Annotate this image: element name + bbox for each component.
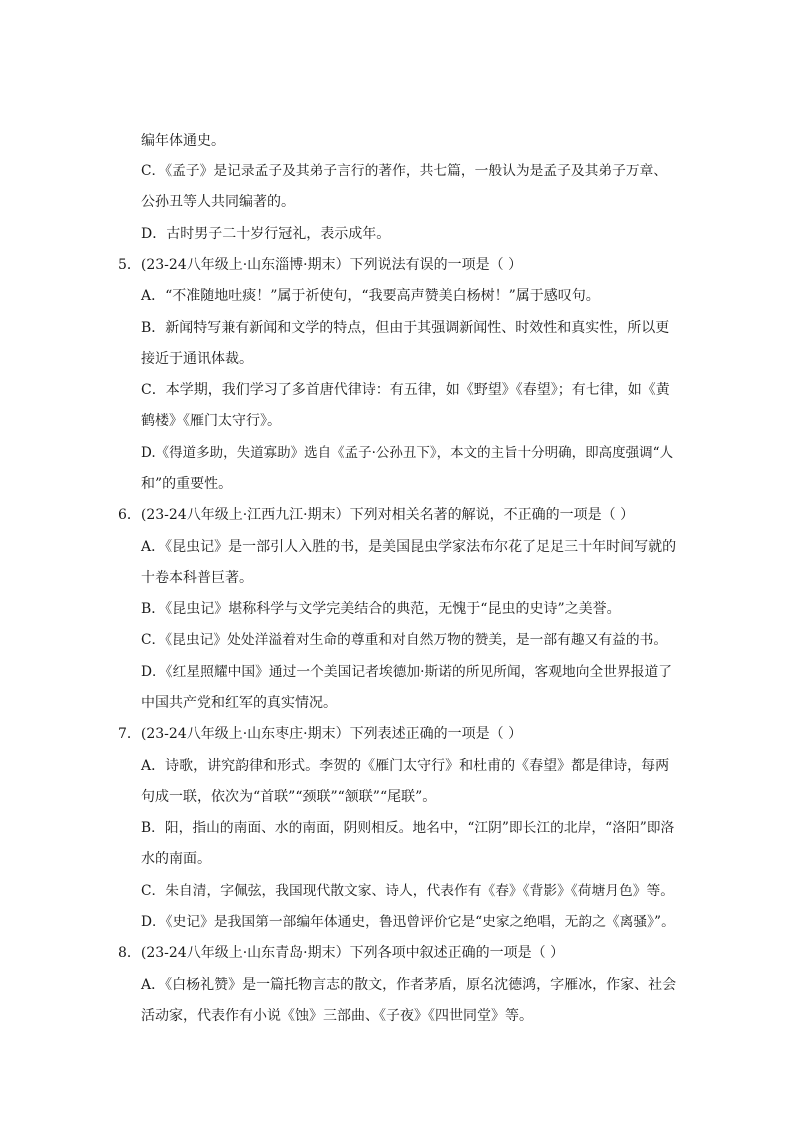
text-line: D．《红星照耀中国》通过一个美国记者埃德加·斯诺的所见所闻，客观地向全世界报道了 [141,664,673,680]
text-line: 水的南面。 [141,851,211,867]
text-line: 和”的重要性。 [141,476,233,492]
text-line: C．朱自清，字佩弦，我国现代散文家、诗人，代表作有《春》《背影》《荷塘月色》等。 [141,883,675,899]
text-line: C．本学期，我们学习了多首唐代律诗：有五律，如《野望》《春望》；有七律，如《黄 [141,382,670,398]
question-7-stem: 7．(23-24八年级上·山东枣庄·期末）下列表述正确的一项是（ ） [118,726,523,742]
text-line: D.《得道多助，失道寡助》选自《孟子·公孙丑下》，本文的主旨十分明确，即高度强调“人 [141,445,674,461]
text-line: A．《昆虫记》是一部引人入胜的书，是美国昆虫学家法布尔花了足足三十年时间写就的 [141,539,677,555]
text-line: C．《昆虫记》处处洋溢着对生命的尊重和对自然万物的赞美，是一部有趣又有益的书。 [141,632,668,648]
text-line: 接近于通讯体裁。 [141,351,253,367]
question-6-stem: 6．(23-24八年级上·江西九江·期末）下列对相关名著的解说，不正确的一项是（ ） [118,507,635,523]
text-line: 中国共产党和红军的真实情况。 [141,695,337,711]
text-line: B．阳，指山的南面、水的南面，阴则相反。地名中，“江阴”即长江的北岸，“洛阳”即洛 [141,820,675,836]
question-5-stem: 5．(23-24八年级上·山东淄博·期末）下列说法有误的一项是（ ） [118,257,523,273]
text-line: 活动家，代表作有小说《蚀》三部曲、《子夜》《四世同堂》等。 [141,1008,533,1024]
text-line: 句成一联，依次为“首联”“颈联”“颔联”“尾联”。 [141,789,437,805]
text-line: 鹤楼》《雁门太守行》。 [141,413,281,429]
text-line: A．“不准随地吐痰！”属于祈使句，“我要高声赞美白杨树！”属于感叹句。 [141,288,600,304]
text-line: A．《白杨礼赞》是一篇托物言志的散文，作者茅盾，原名沈德鸿，字雁冰，作家、社会 [141,977,677,993]
text-line: D．《史记》是我国第一部编年体通史，鲁迅曾评价它是“史家之绝唱，无韵之《离骚》”。 [141,914,675,930]
text-line: C．《孟子》是记录孟子及其弟子言行的著作，共七篇，一般认为是孟子及其弟子万章、 [141,163,668,179]
text-line: 编年体通史。 [141,133,225,149]
text-line: 十卷本科普巨著。 [141,570,253,586]
text-line: B．新闻特写兼有新闻和文学的特点，但由于其强调新闻性、时效性和真实性，所以更 [141,320,670,336]
question-8-stem: 8．(23-24八年级上·山东青岛·期末）下列各项中叙述正确的一项是（ ） [118,945,565,961]
text-line: D．古时男子二十岁行冠礼，表示成年。 [141,226,391,242]
text-line: A．诗歌，讲究韵律和形式。李贺的《雁门太守行》和杜甫的《春望》都是律诗，每两 [141,758,670,774]
text-line: B．《昆虫记》堪称科学与文学完美结合的典范，无愧于“昆虫的史诗”之美誉。 [141,601,621,617]
text-line: 公孙丑等人共同编著的。 [141,194,295,210]
